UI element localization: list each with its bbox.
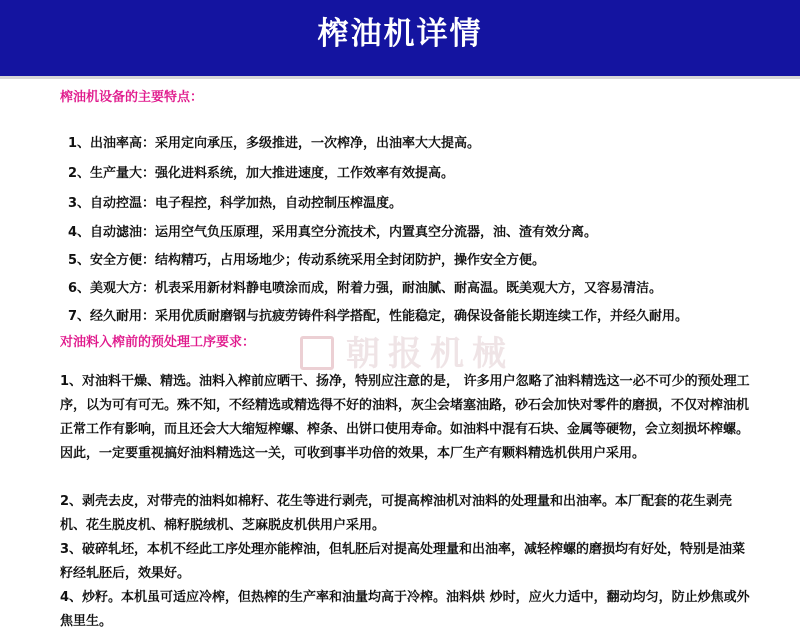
features-section-title: 榨油机设备的主要特点：: [60, 90, 204, 105]
watermark-seal-icon: [300, 336, 334, 370]
preprocess-paragraph-4: 4、炒籽。本机虽可适应冷榨，但热榨的生产率和油量均高于冷榨。油料烘 炒时，应火力适中，翻动均匀，防止炒焦或外焦里生。: [60, 590, 750, 629]
feature-item-2: 2、生产量大：强化进料系统，加大推进速度，工作效率有效提高。: [68, 166, 455, 181]
watermark-text: 朝报机械: [346, 334, 514, 374]
feature-item-1: 1、出油率高：采用定向承压，多级推进，一次榨净，出油率大大提高。: [68, 136, 481, 151]
preprocess-paragraph-1: 1、对油料干燥、精选。油料入榨前应晒干、扬净，特别应注意的是， 许多用户忽略了油料精选这一必不可少的预处理工序，以为可有可无。殊不知，不经精选或精选得不好的油料，灰尘会堵塞油路，砂石会加快对零件的磨损，不仅对榨油机正常工作有影响，而且还会大大缩短榨螺、榨条、出饼口使用寿命。如油料中混有石块、金属等硬物，会立刻损坏榨螺。因此，一定要重视搞好油料精选这一关，可收到事半功倍的效果，本厂生产有颗料精选机供用户采用。: [60, 374, 750, 461]
preprocess-section-title: 对油料入榨前的预处理工序要求：: [60, 335, 256, 350]
preprocess-paragraph-2: 2、剥壳去皮，对带壳的油料如棉籽、花生等进行剥壳，可提高榨油机对油料的处理量和出油率。本厂配套的花生剥壳机、花生脱皮机、棉籽脱绒机、芝麻脱皮机供用户采用。: [60, 494, 733, 533]
feature-item-6: 6、美观大方：机表采用新材料静电喷涂而成，附着力强，耐油腻、耐高温。既美观大方，又容易清洁。: [68, 281, 663, 296]
feature-item-4: 4、自动滤油：运用空气负压原理，采用真空分流技术，内置真空分流器，油、渣有效分离。: [68, 225, 598, 240]
feature-item-5: 5、安全方便：结构精巧，占用场地少；传动系统采用全封闭防护，操作安全方便。: [68, 253, 546, 268]
page-title: 榨油机详情: [317, 16, 483, 52]
feature-item-7: 7、经久耐用：采用优质耐磨钢与抗疲劳铸件科学搭配，性能稳定，确保设备能长期连续工作，并经久耐用。: [68, 309, 689, 324]
feature-item-3: 3、自动控温：电子程控，科学加热，自动控制压榨温度。: [68, 196, 403, 211]
preprocess-paragraph-3: 3、破碎轧坯，本机不经此工序处理亦能榨油，但轧胚后对提高处理量和出油率，减轻榨螺的磨损均有好处，特别是油菜籽经轧胚后，效果好。: [60, 542, 746, 581]
header-banner: [0, 0, 800, 79]
